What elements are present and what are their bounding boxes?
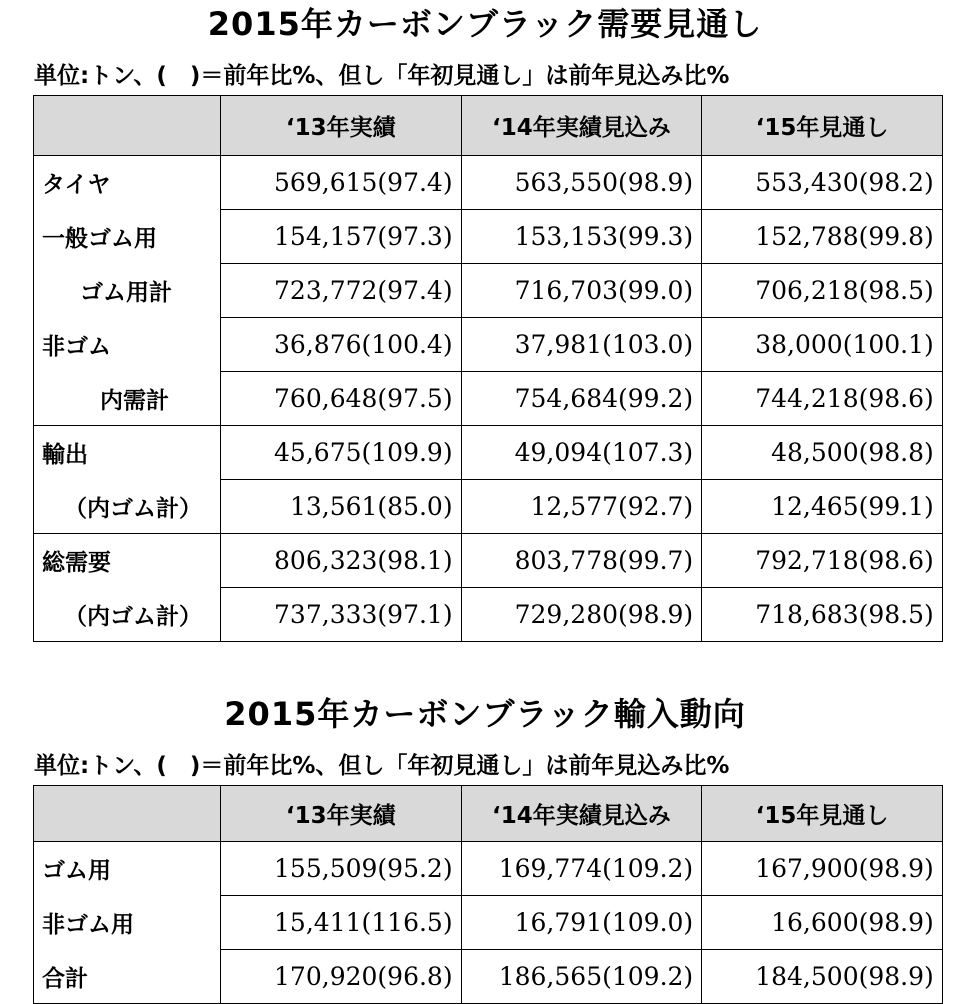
- table-cell: 37,981(103.0): [461, 318, 702, 372]
- table-cell: 806,323(98.1): [221, 534, 462, 588]
- row-label-imports-total: 合計: [34, 950, 221, 1004]
- table-row: [34, 480, 943, 534]
- table-row: [34, 534, 943, 588]
- table-cell: 155,509(95.2): [221, 842, 462, 896]
- table-cell: 152,788(99.8): [702, 210, 943, 264]
- table-cell: 803,778(99.7): [461, 534, 702, 588]
- imports-header-row: [34, 786, 943, 842]
- table-cell: 48,500(98.8): [702, 426, 943, 480]
- table-cell: 569,615(97.4): [221, 156, 462, 210]
- table-cell: 12,465(99.1): [702, 480, 943, 534]
- demand-header-corner: [34, 96, 221, 156]
- table-row: [34, 372, 943, 426]
- table-cell: 760,648(97.5): [221, 372, 462, 426]
- table-cell: 170,920(96.8): [221, 950, 462, 1004]
- table-cell: 153,153(99.3): [461, 210, 702, 264]
- row-label-non-rubber: 非ゴム: [34, 318, 221, 372]
- imports-col-2015: ‘15年見通し: [702, 786, 943, 842]
- table-row: [34, 318, 943, 372]
- row-label-export-rubber: （内ゴム計）: [34, 480, 221, 534]
- table-cell: 12,577(92.7): [461, 480, 702, 534]
- demand-unit-note: 単位:トン、( )＝前年比%、但し「年初見通し」は前年見込み比%: [34, 63, 730, 89]
- table-cell: 13,561(85.0): [221, 480, 462, 534]
- demand-col-2015: ‘15年見通し: [702, 96, 943, 156]
- table-cell: 154,157(97.3): [221, 210, 462, 264]
- table-cell: 184,500(98.9): [702, 950, 943, 1004]
- row-label-rubber-use: ゴム用: [34, 842, 221, 896]
- table-cell: 169,774(109.2): [461, 842, 702, 896]
- table-cell: 36,876(100.4): [221, 318, 462, 372]
- demand-table: [33, 95, 943, 642]
- table-cell: 38,000(100.1): [702, 318, 943, 372]
- table-cell: 563,550(98.9): [461, 156, 702, 210]
- table-row: [34, 842, 943, 896]
- imports-unit-note: 単位:トン、( )＝前年比%、但し「年初見通し」は前年見込み比%: [34, 753, 730, 779]
- imports-table: [33, 785, 943, 1004]
- table-cell: 553,430(98.2): [702, 156, 943, 210]
- imports-title: 2015年カーボンブラック輸入動向: [224, 695, 746, 733]
- demand-col-2013: ‘13年実績: [221, 96, 462, 156]
- table-row: [34, 156, 943, 210]
- table-cell: 15,411(116.5): [221, 896, 462, 950]
- table-cell: 792,718(98.6): [702, 534, 943, 588]
- row-label-domestic-total: 内需計: [34, 372, 221, 426]
- table-cell: 167,900(98.9): [702, 842, 943, 896]
- table-cell: 754,684(99.2): [461, 372, 702, 426]
- table-row: [34, 950, 943, 1004]
- row-label-general-rubber: 一般ゴム用: [34, 210, 221, 264]
- table-cell: 186,565(109.2): [461, 950, 702, 1004]
- imports-header-corner: [34, 786, 221, 842]
- demand-title: 2015年カーボンブラック需要見通し: [207, 5, 763, 43]
- table-cell: 723,772(97.4): [221, 264, 462, 318]
- imports-col-2013: ‘13年実績: [221, 786, 462, 842]
- row-label-rubber-total: ゴム用計: [34, 264, 221, 318]
- table-cell: 16,600(98.9): [702, 896, 943, 950]
- table-row: [34, 896, 943, 950]
- table-row: [34, 588, 943, 642]
- row-label-total-demand: 総需要: [34, 534, 221, 588]
- row-label-tire: タイヤ: [34, 156, 221, 210]
- table-cell: 706,218(98.5): [702, 264, 943, 318]
- row-label-non-rubber-use: 非ゴム用: [34, 896, 221, 950]
- table-row: [34, 210, 943, 264]
- table-row: [34, 264, 943, 318]
- table-cell: 716,703(99.0): [461, 264, 702, 318]
- row-label-total-rubber: （内ゴム計）: [34, 588, 221, 642]
- table-cell: 49,094(107.3): [461, 426, 702, 480]
- table-cell: 744,218(98.6): [702, 372, 943, 426]
- table-cell: 718,683(98.5): [702, 588, 943, 642]
- table-row: [34, 426, 943, 480]
- table-cell: 45,675(109.9): [221, 426, 462, 480]
- row-label-export: 輸出: [34, 426, 221, 480]
- table-cell: 16,791(109.0): [461, 896, 702, 950]
- table-cell: 729,280(98.9): [461, 588, 702, 642]
- demand-header-row: [34, 96, 943, 156]
- imports-col-2014: ‘14年実績見込み: [461, 786, 702, 842]
- table-cell: 737,333(97.1): [221, 588, 462, 642]
- demand-col-2014: ‘14年実績見込み: [461, 96, 702, 156]
